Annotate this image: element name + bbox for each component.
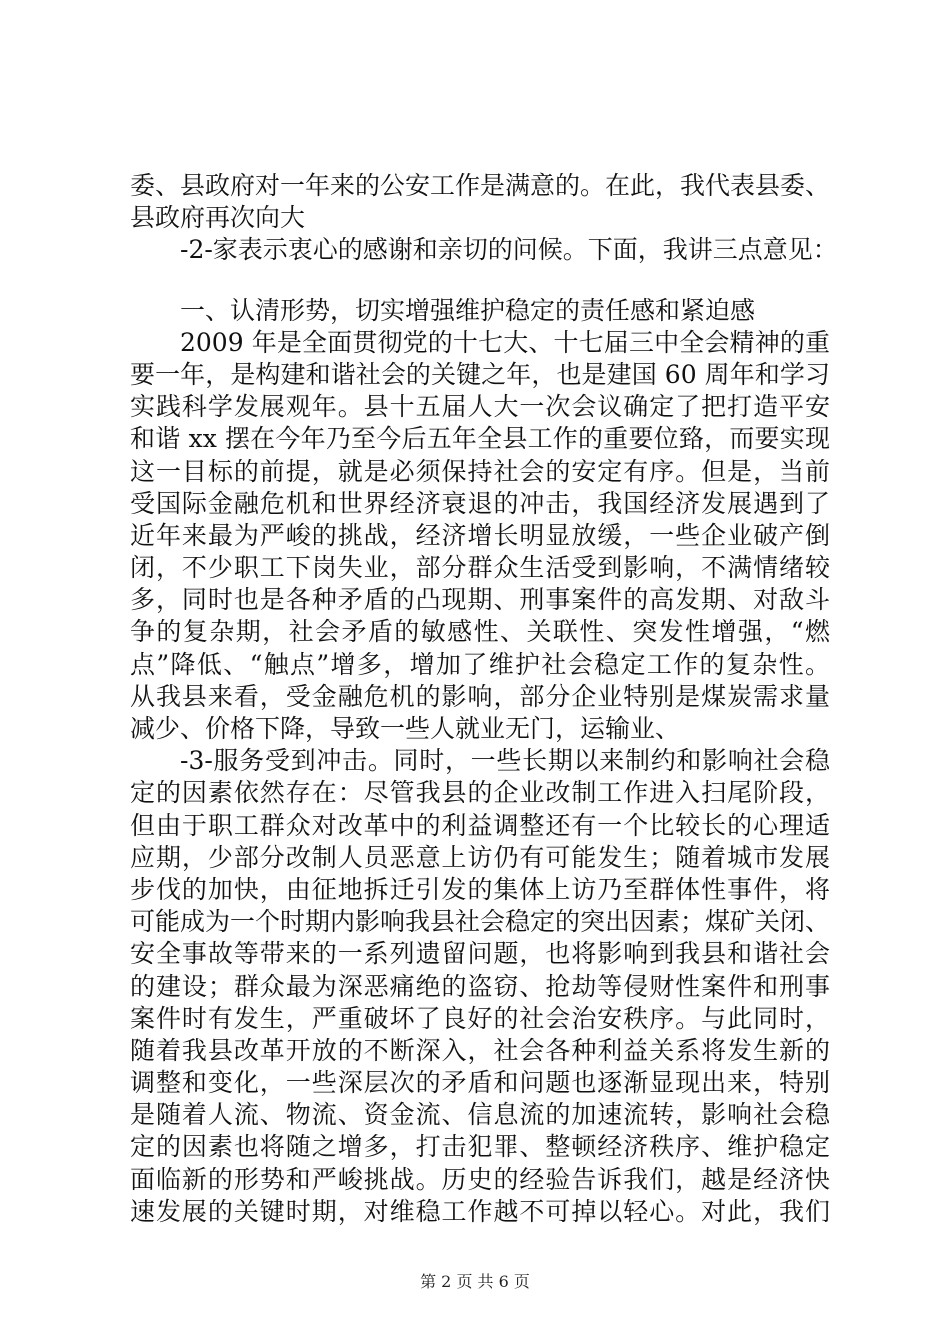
text-line: 近年来最为严峻的挑战，经济增长明显放缓，一些企业破产倒 xyxy=(130,520,830,550)
paragraph-gap xyxy=(130,267,830,295)
text-line: -3-服务受到冲击。同时，一些长期以来制约和影响社会稳 xyxy=(180,746,830,776)
text-line: 随着我县改革开放的不断深入，社会各种利益关系将发生新的 xyxy=(130,1035,830,1065)
text-line: 受国际金融危机和世界经济衰退的冲击，我国经济发展遇到了 xyxy=(130,488,830,518)
paragraph xyxy=(130,745,830,1228)
text-line: 多，同时也是各种矛盾的凸现期、刑事案件的高发期、对敌斗 xyxy=(130,585,830,615)
text-line: 委、县政府对一年来的公安工作是满意的。在此，我代表县委、 xyxy=(130,171,831,200)
text-line: 安全事故等带来的一系列遗留问题，也将影响到我县和谐社会 xyxy=(130,939,830,969)
text-line: 定的因素也将随之增多，打击犯罪、整顿经济秩序、维护稳定 xyxy=(130,1132,830,1162)
text-line: 从我县来看，受金融危机的影响，部分企业特别是煤炭需求量 xyxy=(130,681,830,711)
text-line: 减少、价格下降，导致一些人就业无门，运输业、 xyxy=(130,714,681,743)
page-number: 第 2 页 共 6 页 xyxy=(420,1272,530,1291)
text-line: 定的因素依然存在：尽管我县的企业改制工作进入扫尾阶段， xyxy=(130,778,830,808)
text-line: 但由于职工群众对改革中的利益调整还有一个比较长的心理适 xyxy=(130,810,830,840)
paragraph xyxy=(130,327,830,745)
paragraph xyxy=(130,234,838,266)
text-line: 要一年，是构建和谐社会的关键之年，也是建国 60 周年和学习 xyxy=(130,359,830,389)
text-line: 案件时有发生，严重破坏了良好的社会治安秩序。与此同时， xyxy=(130,1003,830,1033)
text-line: 县政府再次向大 xyxy=(130,203,306,233)
text-line: 实践科学发展观年。县十五届人大一次会议确定了把打造平安 xyxy=(130,392,830,422)
text-line: 可能成为一个时期内影响我县社会稳定的突出因素；煤矿关闭、 xyxy=(130,907,831,937)
text-line: 应期，少部分改制人员恶意上访仍有可能发生；随着城市发展 xyxy=(130,842,830,872)
text-line: 和谐 xx 摆在今年乃至今后五年全县工作的重要位臵，而要实现 xyxy=(130,424,830,454)
text-line: 调整和变化，一些深层次的矛盾和问题也逐渐显现出来，特别 xyxy=(130,1068,830,1098)
text-line: 的建设；群众最为深恶痛绝的盗窃、抢劫等侵财性案件和刑事 xyxy=(130,971,830,1001)
text-line: 争的复杂期，社会矛盾的敏感性、关联性、突发性增强，“燃 xyxy=(130,617,830,647)
section-heading xyxy=(130,295,830,327)
heading-line: 一、认清形势，切实增强维护稳定的责任感和紧迫感 xyxy=(180,295,756,325)
text-line: 是随着人流、物流、资金流、信息流的加速流转，影响社会稳 xyxy=(130,1100,830,1130)
text-line: 这一目标的前提，就是必须保持社会的安定有序。但是，当前 xyxy=(130,456,830,486)
text-line: 点”降低、“触点”增多，增加了维护社会稳定工作的复杂性。 xyxy=(130,649,830,679)
text-line: 2009 年是全面贯彻党的十七大、十七届三中全会精神的重 xyxy=(180,327,830,357)
text-line: 步伐的加快，由征地拆迁引发的集体上访乃至群体性事件，将 xyxy=(130,874,830,904)
text-line: 速发展的关键时期，对维稳工作越不可掉以轻心。对此，我们 xyxy=(130,1196,830,1226)
text-line: 面临新的形势和严峻挑战。历史的经验告诉我们，越是经济快 xyxy=(130,1164,830,1194)
paragraph xyxy=(130,170,830,234)
page-footer xyxy=(0,1272,950,1292)
body-text xyxy=(130,170,838,1228)
text-line: 闭，不少职工下岗失业，部分群众生活受到影响，不满情绪较 xyxy=(130,553,830,583)
text-line: -2-家表示衷心的感谢和亲切的问候。下面，我讲三点意见： xyxy=(180,235,838,265)
